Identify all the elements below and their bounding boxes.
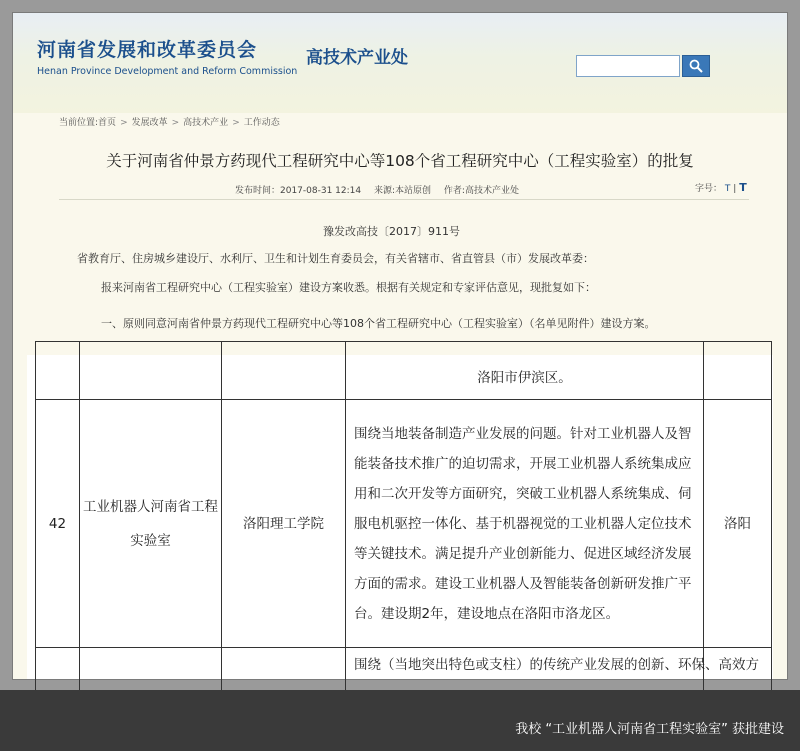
table-cell [222, 342, 346, 400]
breadcrumb-separator-icon: > [171, 118, 180, 128]
lab-name: 工业机器人河南省工程实验室 [80, 400, 222, 648]
screenshot-frame [12, 12, 788, 680]
publish-time: 发布时间：2017-08-31 12:14 [235, 186, 362, 196]
breadcrumb-separator-icon: > [232, 118, 240, 128]
font-size-small-button[interactable]: T [724, 184, 731, 194]
breadcrumb-hightech[interactable]: 高技术产业 [183, 118, 229, 128]
search-button[interactable] [682, 55, 710, 77]
breadcrumb-separator-icon: > [120, 118, 128, 128]
next-row-description: 围绕（当地突出特色或支柱）的传统产业发展的创新、环保、高效方 [346, 648, 704, 708]
table-cell [704, 342, 772, 400]
breadcrumb-development[interactable]: 发展改革 [131, 118, 168, 128]
article-meta [235, 183, 529, 196]
attachment-table [35, 341, 772, 708]
city: 洛阳 [704, 400, 772, 648]
lab-description: 围绕当地装备制造产业发展的问题。针对工业机器人及智能装备技术推广的迫切需求，开展工业机器人系统集成应用和二次开发等方面研究，突破工业机器人系统集成、伺服电机驱控一体化、基于机器视觉的工业机器人定位技术等关键技术。满足提升产业创新能力、促进区域经济发展方面的需求。建设工业机器人及智能装备创新研发推广平台。建设期2年，建设地点在洛阳市洛龙区。 [346, 400, 704, 648]
breadcrumb-home[interactable]: 首页 [98, 118, 117, 128]
article-title: 关于河南省仲景方药现代工程研究中心等108个省工程研究中心（工程实验室）的批复 [106, 152, 694, 170]
caption-bar [0, 690, 800, 751]
font-size-divider: | [733, 184, 737, 194]
table-cell [80, 342, 222, 400]
host-unit: 洛阳理工学院 [222, 400, 346, 648]
search-icon [689, 59, 703, 73]
site-logo-chinese[interactable]: 河南省发展和改革委员会 [37, 39, 258, 61]
font-size-control [695, 181, 747, 194]
title-divider [59, 199, 749, 200]
paragraph-reply: 报来河南省工程研究中心（工程实验室）建设方案收悉。根据有关规定和专家评估意见，现批复如下： [101, 281, 596, 294]
paragraph-approval: 一、原则同意河南省仲景方药现代工程研究中心等108个省工程研究中心（工程实验室）（名单见附件）建设方案。 [101, 317, 656, 330]
attachment-table-view[interactable] [27, 355, 773, 679]
table-cell-location: 洛阳市伊滨区。 [346, 342, 704, 400]
article-source: 来源:本站原创 [373, 186, 432, 196]
table-row [36, 400, 772, 648]
site-header [13, 13, 787, 113]
breadcrumb-prefix: 当前位置: [59, 118, 99, 128]
article-author: 作者:高技术产业处 [443, 186, 519, 196]
row-number: 42 [36, 400, 80, 648]
table-row [36, 342, 772, 400]
department-name: 高技术产业处 [306, 48, 408, 68]
breadcrumb [59, 115, 280, 128]
doc-number: 豫发改高技〔2017〕911号 [323, 225, 460, 238]
table-cell [36, 342, 80, 400]
font-size-label: 字号： [695, 184, 723, 194]
search-input[interactable] [576, 55, 680, 77]
site-logo-english: Henan Province Development and Reform Commission [37, 66, 298, 77]
caption-text: 我校 “工业机器人河南省工程实验室” 获批建设 [515, 722, 784, 737]
recipients: 省教育厅、住房城乡建设厅、水利厅、卫生和计划生育委员会，有关省辖市、省直管县（市）发展改革委： [77, 252, 594, 265]
breadcrumb-news[interactable]: 工作动态 [243, 118, 280, 128]
font-size-large-button[interactable]: T [739, 181, 747, 194]
